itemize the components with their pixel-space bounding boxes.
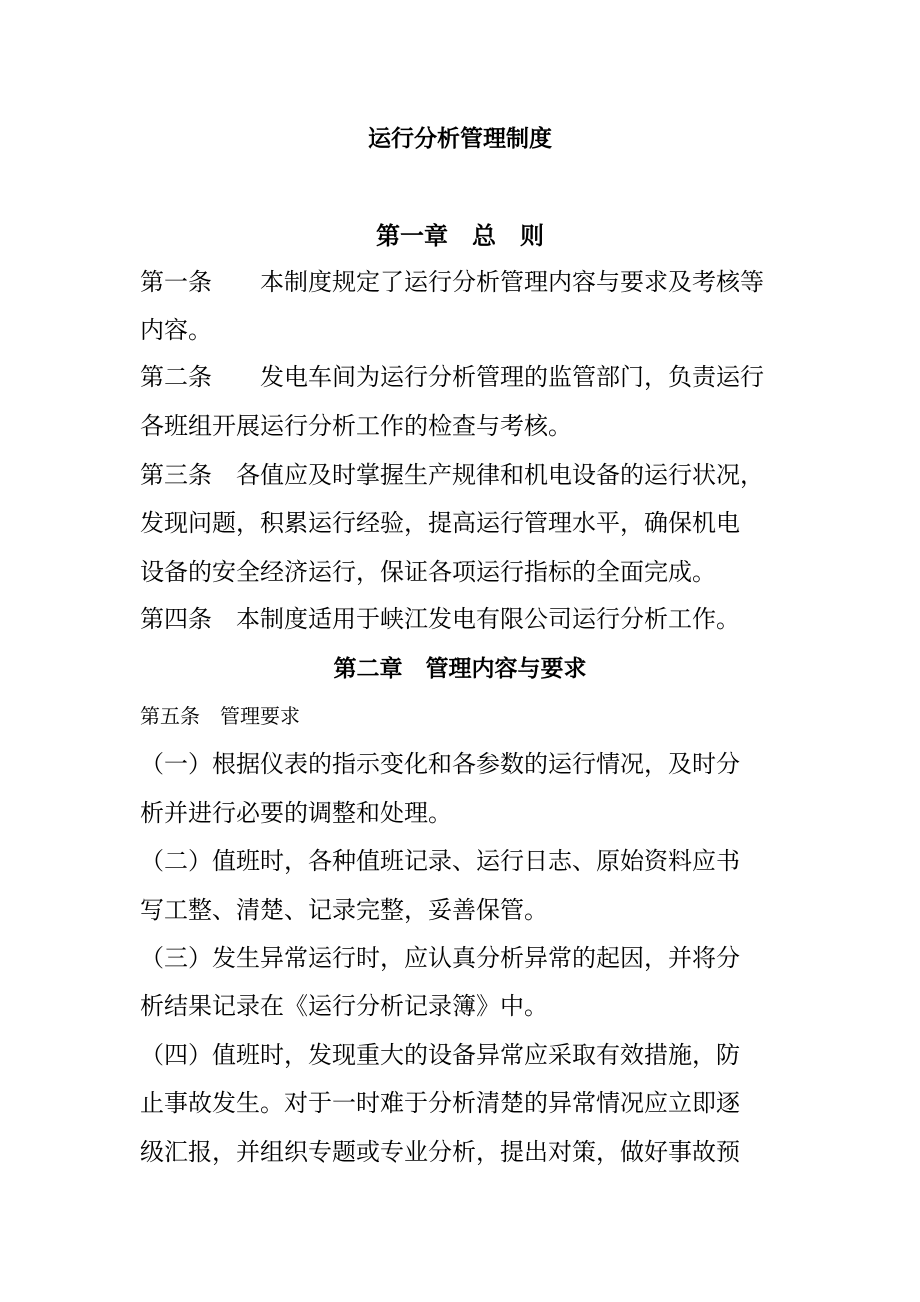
text-line: 第二条 发电车间为运行分析管理的监管部门，负责运行 (140, 363, 764, 391)
text-line: 发现问题，积累运行经验，提高运行管理水平，确保机电 (140, 509, 740, 537)
text-line: 内容。 (140, 316, 212, 344)
text-line: 各班组开展运行分析工作的检查与考核。 (140, 412, 572, 440)
text-line: 第五条 管理要求 (140, 704, 300, 728)
chapter-1-heading: 第一章 总 则 (376, 222, 544, 250)
text-line: 止事故发生。对于一时难于分析清楚的异常情况应立即逐 (140, 1089, 740, 1117)
document-title: 运行分析管理制度 (368, 126, 552, 152)
chapter-2-heading: 第二章 管理内容与要求 (333, 656, 587, 682)
text-line: （四）值班时，发现重大的设备异常应采取有效措施，防 (140, 1041, 740, 1069)
text-line: （二）值班时，各种值班记录、运行日志、原始资料应书 (140, 847, 740, 875)
text-line: 析并进行必要的调整和处理。 (140, 799, 452, 827)
text-line: 设备的安全经济运行，保证各项运行指标的全面完成。 (140, 558, 716, 586)
text-line: 级汇报，并组织专题或专业分析，提出对策，做好事故预 (140, 1138, 740, 1166)
text-line: 第三条 各值应及时掌握生产规律和机电设备的运行状况， (140, 461, 764, 489)
text-line: 第一条 本制度规定了运行分析管理内容与要求及考核等 (140, 268, 764, 296)
text-line: 写工整、清楚、记录完整，妥善保管。 (140, 896, 548, 924)
text-line: 析结果记录在《运行分析记录簿》中。 (140, 992, 548, 1020)
text-line: 第四条 本制度适用于峡江发电有限公司运行分析工作。 (140, 605, 740, 633)
text-line: （三）发生异常运行时，应认真分析异常的起因，并将分 (140, 944, 740, 972)
text-line: （一）根据仪表的指示变化和各参数的运行情况，及时分 (140, 750, 740, 778)
